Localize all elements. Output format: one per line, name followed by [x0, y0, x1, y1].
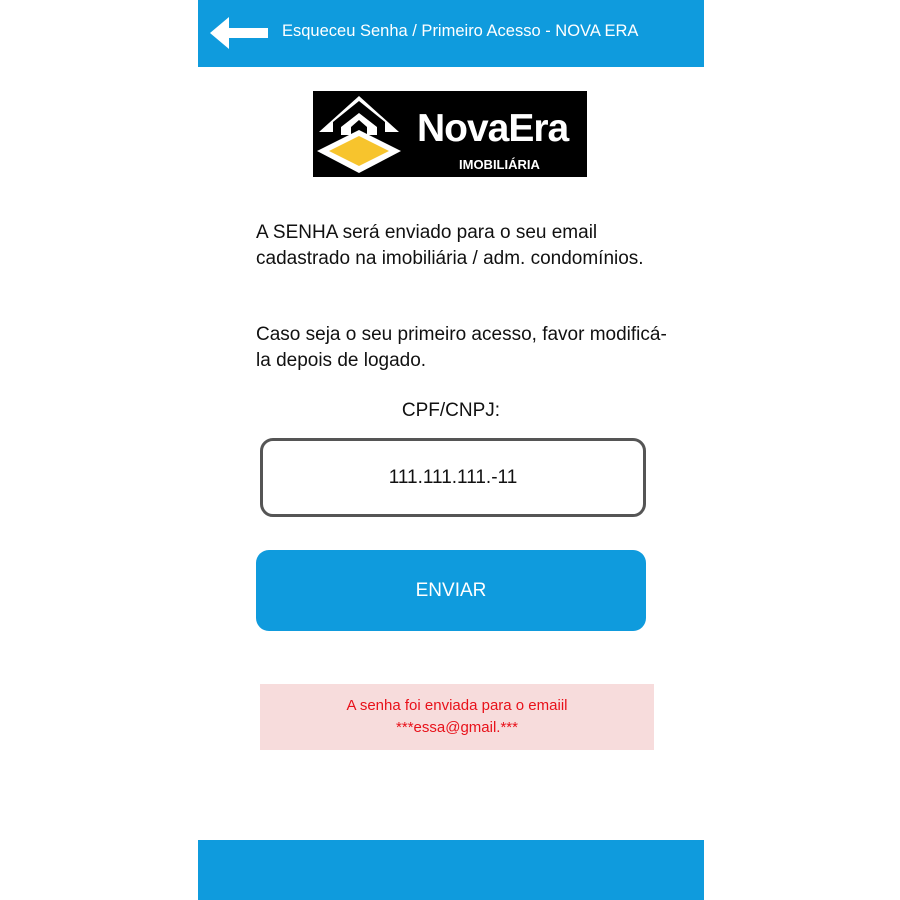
alert-message: A senha foi enviada para o emaiil — [346, 697, 568, 714]
alert-email: ***essa@gmail.*** — [396, 719, 518, 736]
cpf-input[interactable]: 111.111.111.-11 — [260, 438, 646, 517]
logo-brand-text: NovaEra — [417, 107, 569, 150]
back-button[interactable] — [210, 14, 272, 52]
success-alert — [260, 684, 654, 750]
logo-subtitle: IMOBILIÁRIA — [459, 157, 540, 172]
company-logo — [313, 91, 587, 177]
top-bar — [198, 0, 704, 67]
arrow-left-icon — [210, 14, 272, 52]
bottom-bar — [198, 840, 704, 900]
house-logo-icon — [315, 93, 411, 177]
app-screen — [198, 0, 704, 900]
page-title: Esqueceu Senha / Primeiro Acesso - NOVA ERA — [282, 22, 639, 40]
instruction-text: A SENHA será enviado para o seu email cadastrado na imobiliária / adm. condomínios. — [256, 222, 644, 269]
cpf-label: CPF/CNPJ: — [401, 400, 501, 421]
send-button[interactable]: ENVIAR — [256, 550, 646, 631]
first-access-text: Caso seja o seu primeiro acesso, favor modificá-la depois de logado. — [256, 324, 667, 371]
